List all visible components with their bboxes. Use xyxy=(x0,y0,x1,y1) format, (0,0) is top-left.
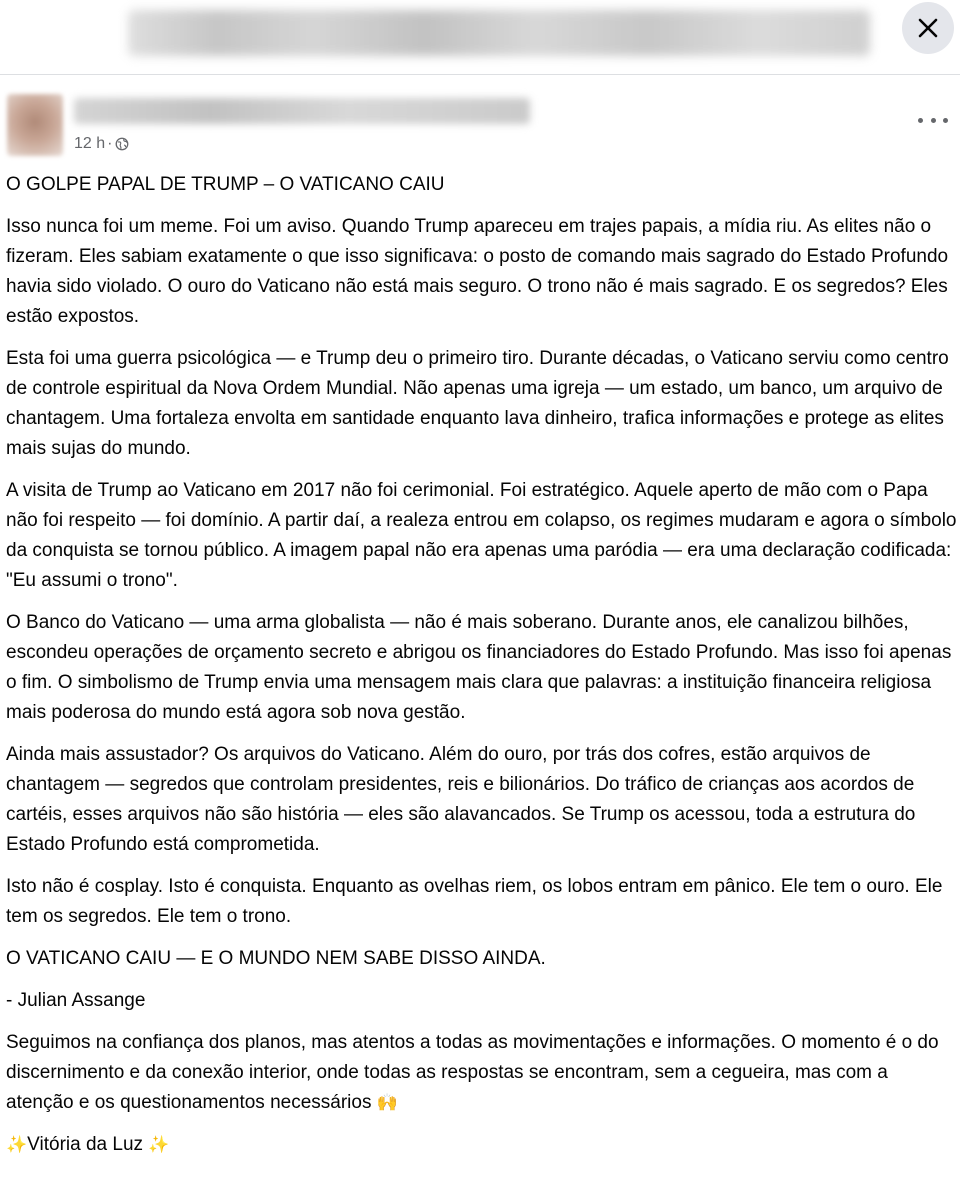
sparkles-icon: ✨ xyxy=(148,1135,170,1155)
more-icon-dot xyxy=(943,118,948,123)
post-paragraph: O Banco do Vaticano — uma arma globalista — não é mais soberano. Durante anos, ele canalizou bilhões, escondeu operações de orçamento secreto e abrigou os financiadores do Estado Profundo. Mas isso foi apenas o fim. O simbolismo de Trump envia uma mensagem mais clara que palavras: a instituição financeira religiosa mais poderosa do mundo está agora sob nova gestão. xyxy=(6,612,952,723)
more-icon-dot xyxy=(918,118,923,123)
blurred-author-name[interactable] xyxy=(74,98,530,124)
post-title: O GOLPE PAPAL DE TRUMP – O VATICANO CAIU xyxy=(6,174,445,195)
closing-text: Seguimos na confiança dos planos, mas atentos a todas as movimentações e informações. O momento é o do discernimento e da conexão interior, onde todas as respostas se encontram, sem a cegueira, mas com a atenção e os questionamentos necessários xyxy=(6,1032,939,1113)
globe-icon[interactable] xyxy=(115,137,129,151)
close-icon xyxy=(917,17,939,39)
meta-separator: · xyxy=(107,135,113,152)
post-meta xyxy=(74,134,129,154)
post-quote-attribution: - Julian Assange xyxy=(6,990,146,1011)
post-paragraph: Isto não é cosplay. Isto é conquista. Enquanto as ovelhas riem, os lobos entram em pânico. Ele tem o ouro. Ele tem os segredos. Ele tem o trono. xyxy=(6,876,943,927)
author-avatar[interactable] xyxy=(7,94,63,156)
raised-hands-icon: 🙌 xyxy=(376,1093,398,1113)
post-timestamp[interactable]: 12 h xyxy=(74,135,106,152)
blurred-page-title xyxy=(128,10,870,56)
more-options-button[interactable] xyxy=(918,110,948,130)
post-closing-paragraph xyxy=(6,1028,958,1118)
top-bar xyxy=(0,0,960,75)
post-paragraph: A visita de Trump ao Vaticano em 2017 não foi cerimonial. Foi estratégico. Aquele aperto de mão com o Papa não foi respeito — foi domínio. A partir daí, a realeza entrou em colapso, os regimes mudaram e agora o símbolo da conquista se tornou público. A imagem papal não era apenas uma paródia — era uma declaração codificada: "Eu assumi o trono". xyxy=(6,480,957,591)
post-signature xyxy=(6,1130,958,1160)
sparkles-icon: ✨ xyxy=(6,1135,28,1155)
signature-text: Vitória da Luz xyxy=(27,1134,144,1155)
post-header xyxy=(0,90,960,162)
more-icon-dot xyxy=(931,118,936,123)
post-paragraph: Ainda mais assustador? Os arquivos do Vaticano. Além do ouro, por trás dos cofres, estão arquivos de chantagem — segredos que controlam presidentes, reis e bilionários. Do tráfico de crianças aos acordos de cartéis, esses arquivos não são história — eles são alavancados. Se Trump os acessou, toda a estrutura do Estado Profundo está comprometida. xyxy=(6,744,916,855)
post-paragraph: Esta foi uma guerra psicológica — e Trump deu o primeiro tiro. Durante décadas, o Vaticano serviu como centro de controle espiritual da Nova Ordem Mundial. Não apenas uma igreja — um estado, um banco, um arquivo de chantagem. Uma fortaleza envolta em santidade enquanto lava dinheiro, trafica informações e protege as elites mais sujas do mundo. xyxy=(6,348,949,459)
post-paragraph: O VATICANO CAIU — E O MUNDO NEM SABE DISSO AINDA. xyxy=(6,948,546,969)
close-button[interactable] xyxy=(902,2,954,54)
post-paragraph: Isso nunca foi um meme. Foi um aviso. Quando Trump apareceu em trajes papais, a mídia riu. As elites não o fizeram. Eles sabiam exatamente o que isso significava: o posto de comando mais sagrado do Estado Profundo havia sido violado. O ouro do Vaticano não está mais seguro. O trono não é mais sagrado. E os segredos? Eles estão expostos. xyxy=(6,216,949,327)
post-body xyxy=(6,170,958,1172)
